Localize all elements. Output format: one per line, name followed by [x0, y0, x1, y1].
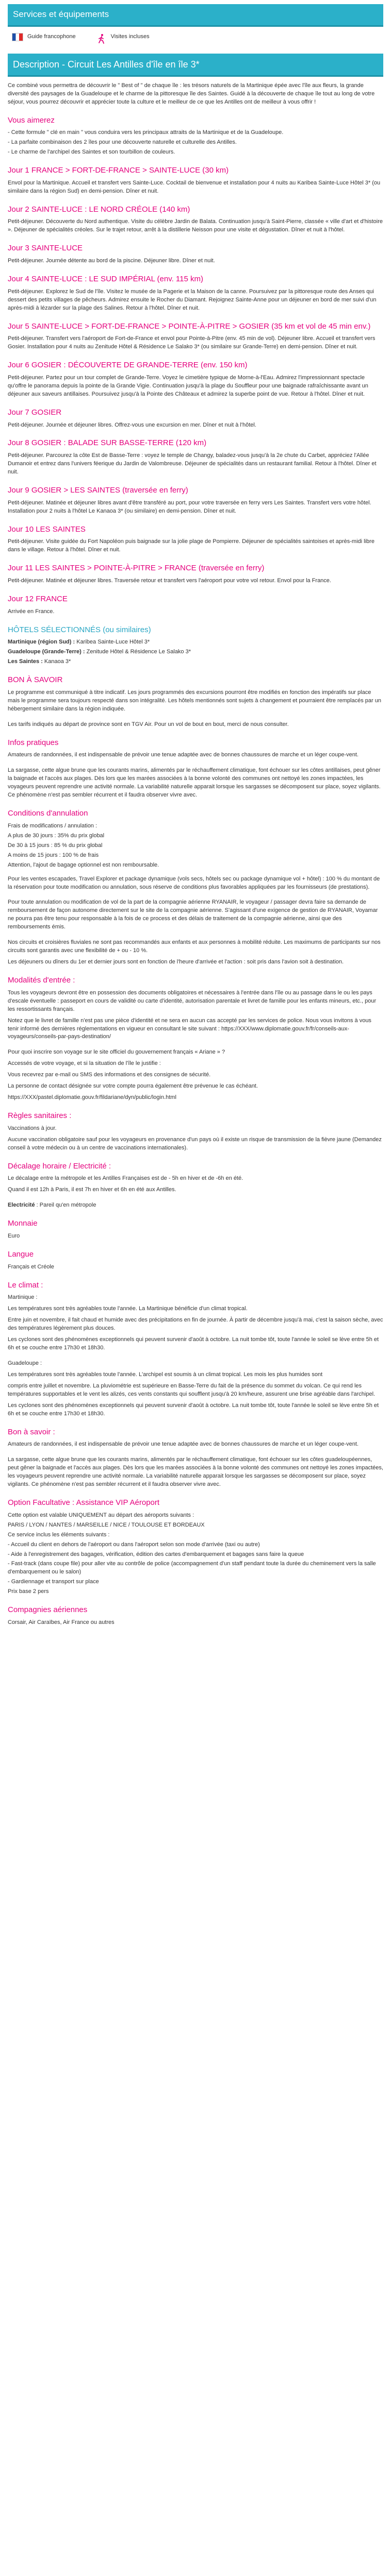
decalage-text: Le décalage entre la métropole et les Antilles Françaises est de - 5h en hiver et de -6h en été.: [8, 1175, 243, 1182]
monnaie-text: Euro: [8, 1232, 20, 1239]
formalites-text: Vous recevrez par e-mail ou SMS des informations et des consignes de sécurité.: [8, 1072, 211, 1078]
page: [8, 0, 383, 1640]
vip-list: Cette option est valable UNIQUEMENT au départ des aéroports suivants : PARIS / LYON / NANTES / MARSEILLE / NICE / TOULOUSE ET BORDEAUX Ce service inclus les éléments suivants : - Accueil du client en dehors de l'aéroport ou dans l'aéroport selon son mode d'arrivée (taxi ou autre) - Aide à l'enregistrement des bagages, vérification, édition des cartes d'embarquement et bagages sans faire la queue - Fast-track (dans coupe file) pour aller vite au contrôle de police (accompagnement d'un staff pendant toute la durée du cheminement vers la salle d'embarquement ou le salon) - Gardiennage et transport sur place Prix base 2 pers: [8, 1512, 376, 1595]
decalage-text: Quand il est 12h à Paris, il est 7h en hiver et 6h en été aux Antilles.: [8, 1187, 176, 1193]
annulation-text: Les déjeuners ou dîners du 1er et dernier jours sont en fonction de l'heure d'arrivée et l'action : soit pris dans l'avion soit à destination.: [8, 959, 344, 965]
aimerez-item: - La parfaite combinaison des 2 îles pour une découverte naturelle et culturelle des Antilles.: [8, 139, 237, 146]
climat-title: Le climat :: [8, 1280, 43, 1290]
annulation-text: Pour les ventes escapades, Travel Explorer et package dynamique (vols secs, hôtels sec ou package dynamique vol + hôtel) : 100 % du montant de la réservation pour toute modification ou annulation, sous réserve de conditions plus favorables appliquées par les fournisseurs (de prestations).: [8, 875, 380, 890]
service-guide-label: Guide francophone: [27, 33, 76, 40]
formalites-title: Modalités d'entrée :: [8, 976, 75, 985]
sanitaires-text: Vaccinations à jour.: [8, 1125, 57, 1131]
day-text: Petit-déjeuner. Matinée et déjeuner libres avant d'être transféré au port, pour votre traversée en ferry vers Les Saintes. Transfert vers votre hôtel. Installation pour 2 nuits à l'hôtel Le Kanaoa 3* (ou similaire) en demi-pension. Dîner et nuit.: [8, 499, 371, 514]
service-visites: [96, 33, 150, 41]
sanitaires-text: Aucune vaccination obligatoire sauf pour les voyageurs en provenance d'un pays où il existe un risque de transmission de la fièvre jaune (Demandez conseil à votre médecin ou à un centre de vaccinations internationales).: [8, 1136, 382, 1151]
climat-text: compris entre juillet et novembre. La pluviométrie est supérieure en Basse-Terre du fait de la présence du sommet du volcan. Ce qui rend les températures supportables et le vent les alizés, ces vents constants qui soufflent jusqu'à 20 km/heure, assurent une brise agréable dans l'archipel.: [8, 1382, 376, 1397]
monnaie-title: Monnaie: [8, 1219, 38, 1228]
hotels-list: [8, 638, 383, 666]
langue-title: Langue: [8, 1249, 34, 1259]
climat-text: Les températures sont très agréables toute l'année. La Martinique bénéficie d'un climat tropical.: [8, 1306, 248, 1312]
aimerez-title: Vous aimerez: [8, 115, 55, 125]
day-title: Jour 7 GOSIER: [8, 408, 62, 417]
langue-text: Français et Créole: [8, 1263, 54, 1270]
compagnies-title: Compagnies aériennes: [8, 1605, 88, 1615]
climat-text: Entre juin et novembre, il fait chaud et humide avec des précipitations en fin de journée. À partir de décembre jusqu'à mai, c'est la saison sèche, avec des températures légèrement plus douces.: [8, 1317, 383, 1332]
description-header: Description - Circuit Les Antilles d'île en île 3*: [8, 54, 383, 77]
day-text: Petit-déjeuner. Transfert vers l'aéroport de Fort-de-France et envol pour Pointe-à-Pitre (env. 45 min de vol). Déjeuner libre. Accueil et transfert vers Gosier. Installation pour 4 nuits au Zenitude Hôtel & Résidence Le Salako 3* (ou similaire sur Grande-Terre) en demi-pension. Dîner et nuit.: [8, 335, 376, 350]
savoir-text: Les tarifs indiqués au départ de province sont en TGV Air. Pour un vol de bout en bout, merci de nous consulter.: [8, 721, 289, 727]
formalites-link[interactable]: https://XXX/pastel.diplomatie.gouv.fr/fildariane/dyn/public/login.html: [8, 1094, 176, 1101]
annulation-title: Conditions d'annulation: [8, 809, 88, 818]
climat-text: Les cyclones sont des phénomènes exceptionnels qui peuvent survenir d'août à octobre. La nuit tombe tôt, toute l'année le soleil se lève entre 5h et 6h et se couche entre 17h30 et 18h30.: [8, 1336, 379, 1351]
day-text: Petit-déjeuner. Visite guidée du Fort Napoléon puis baignade sur la jolie plage de Pompierre. Déjeuner de spécialités saintoises et après-midi libre dans le village. Retour à l'hôtel. Dîner et nuit.: [8, 538, 374, 553]
formalites-text: Accessés de votre voyage, et si la situation de l'île le justifie :: [8, 1060, 161, 1067]
bonasavoir-title: Bon à savoir :: [8, 1427, 55, 1436]
day-title: Jour 12 FRANCE: [8, 594, 68, 603]
formalites-text: Notez que le livret de famille n'est pas une pièce d'identité et ne sera en aucun cas accepté par les services de police. Nous vous invitons à vous tenir informé des dernières réglementations en vigueur en consultant le site suivant : https://XXX/www.diplomatie.gouv.fr/fr/conseils-aux-voyageurs/conseils-par-pays-destination/: [8, 1017, 371, 1040]
day-text: Petit-déjeuner. Journée détente au bord de la piscine. Déjeuner libre. Dîner et nuit.: [8, 258, 215, 264]
aimerez-item: - Cette formule " clé en main " vous conduira vers les principaux attraits de la Martinique et de la Guadeloupe.: [8, 129, 284, 136]
itinerary: [8, 165, 383, 616]
day-title: Jour 8 GOSIER : BALADE SUR BASSE-TERRE (120 km): [8, 438, 207, 448]
sanitaires-title: Règles sanitaires :: [8, 1111, 72, 1121]
savoir-text: Le programme est communiqué à titre indicatif. Les jours programmés des excursions pourront être modifiés en fonction des impératifs sur place mais le programme sera toujours respecté dans son intégralité. Les hôtels mentionnés sont sujets à changement et pourraient être remplacés par un hébergement similaire dans la région indiquée.: [8, 689, 381, 712]
vip-title: Option Facultative : Assistance VIP Aéroport: [8, 1498, 160, 1507]
climat-label: Guadeloupe :: [8, 1360, 42, 1366]
bonasavoir-text: Amateurs de randonnées, il est indispensable de prévoir une tenue adaptée avec de bonnes chaussures de marche et un léger coupe-vent.: [8, 1441, 359, 1448]
day-text: Petit-déjeuner. Journée et déjeuner libres. Offrez-vous une excursion en mer. Dîner et nuit à l'hôtel.: [8, 421, 256, 428]
decalage-title: Décalage horaire / Electricité :: [8, 1161, 111, 1171]
service-visites-label: Visites incluses: [110, 33, 150, 40]
bonasavoir-text: La sargasse, cette algue brune que les courants marins, alimentés par le réchauffement climatique, font échouer sur les côtes guadeloupéennes, peut gêner la baignade et l'accès aux plages. Dès lors que les marées associées à la bonne volonté des communes ont nettoyé les zones impactées, les voyageurs peuvent reprendre une activité normale. La variabilité naturelle apparait lorsque les sargasses se décomposent sur place, soyez vigilants. Ce phénomène n'est pas sembler récurrent et il faudra observer vivre avec.: [8, 1456, 383, 1488]
formalites-text: Pour quoi inscrire son voyage sur le site officiel du gouvernement français « Ariane » ?: [8, 1049, 225, 1056]
day-title: Jour 4 SAINTE-LUCE : LE SUD IMPÉRIAL (env. 115 km): [8, 275, 203, 284]
annulation-text: Pour toute annulation ou modification de vol de la part de la compagnie aérienne RYANAIR, le voyageur / passager devra faire sa demande de remboursement de façon autonome directement sur le site de la compagnie aérienne. S'agissant d'une exigence de gestion de RYANAIR, Voyamar ne pourra pas être tenu pour responsable à la fois de ce process et des délais de traitement de la compagnie aérienne, ainsi que des remboursements émis.: [8, 899, 378, 930]
climat-label: Martinique :: [8, 1294, 38, 1301]
pratiques-title: Infos pratiques: [8, 738, 59, 747]
climat-text: Les cyclones sont des phénomènes exceptionnels qui peuvent survenir d'août à octobre. La nuit tombe tôt, toute l'année le soleil se lève entre 5h et 6h et se couche entre 17h30 et 18h30.: [8, 1402, 379, 1417]
formalites-text: La personne de contact désignée sur votre compte pourra également être prévenue le cas échéant.: [8, 1083, 258, 1090]
day-text: Envol pour la Martinique. Accueil et transfert vers Sainte-Luce. Cocktail de bienvenue et installation pour 4 nuits au Karibea Sainte-Luce Hôtel 3* (ou similaire dans la région Sud) en demi-pension. Dîner et nuit.: [8, 179, 381, 194]
day-title: Jour 11 LES SAINTES > POINTE-À-PITRE > FRANCE (traversée en ferry): [8, 564, 265, 573]
day-title: Jour 10 LES SAINTES: [8, 524, 86, 534]
aimerez-item: - Le charme de l'archipel des Saintes et son tourbillon de couleurs.: [8, 149, 175, 156]
day-text: Petit-déjeuner. Explorez le Sud de l'île. Visitez le musée de la Pagerie et la Maison de la canne. Poursuivez par la pittoresque route des Anses qui dessert des petits villages de pêcheurs. Admirez ensuite le Rocher du Diamant. Rejoignez Sainte-Anne pour un déjeuner en bord de mer suivi d'un après-midi à lézarder sur la plage des Salines. Retour à l'hôtel. Dîner et nuit.: [8, 288, 377, 311]
day-title: Jour 3 SAINTE-LUCE: [8, 244, 83, 253]
hotels-title: HÔTELS SÉLECTIONNÉS (ou similaires): [8, 625, 151, 634]
services-row: [8, 32, 383, 46]
description-intro: Ce combiné vous permettra de découvrir le " Best of " de chaque île : les trésors naturels de la Martinique épée avec l'île aux fleurs, la grande diversité des paysages de la Guadeloupe et le charme de la pittoresque île des Saintes. Guidé à la découverte de chaque île tout au long de votre séjour, vous pourrez découvrir et apprécier toute la culture et le meilleur de ce que les Antilles ont de meilleur à vous offrir !: [8, 82, 375, 105]
services-header: Services et équipements: [8, 4, 383, 27]
day-title: Jour 5 SAINTE-LUCE > FORT-DE-FRANCE > POINTE-À-PITRE > GOSIER (35 km et vol de 45 min env.): [8, 321, 371, 331]
annulation-list: Frais de modifications / annulation : A plus de 30 jours : 35% du prix global De 30 à 15 jours : 85 % du prix global A moins de 15 jours : 100 % de frais Attention, l'ajout de bagage optionnel est non remboursable.: [8, 822, 159, 868]
hotel-item: Guadeloupe (Grande-Terre) : Zenitude Hôtel & Résidence Le Salako 3*: [8, 649, 191, 655]
pratiques-text: Amateurs de randonnées, il est indispensable de prévoir une tenue adaptée avec de bonnes chaussures de marche et un léger coupe-vent.: [8, 752, 359, 758]
flag-icon: [12, 33, 23, 41]
service-guide: [12, 33, 76, 41]
climat-text: Les températures sont très agréables toute l'année. L'archipel est soumis à un climat tropical. Les mois les plus humides sont: [8, 1371, 323, 1378]
compagnies-text: Corsair, Air Caraïbes, Air France ou autres: [8, 1619, 115, 1625]
day-text: Petit-déjeuner. Matinée et déjeuner libres. Traversée retour et transfert vers l'aéroport pour votre vol retour. Envol pour la France.: [8, 578, 331, 584]
day-text: Petit-déjeuner. Parcourez la côte Est de Basse-Terre : voyez le temple de Changy, baladez-vous jusqu'à la 2e chute du Carbet, appréciez l'Allée Dumanoir et entrez dans l'univers féerique du Jardin de Valombreuse. Déjeuner de spécialités dans un restaurant familial. Retour à l'hôtel. Dîner et nuit.: [8, 452, 377, 476]
pratiques-text: La sargasse, cette algue brune que les courants marins, alimentés par le réchauffement climatique, font échouer sur les côtes antillaises, peut gêner la baignade et l'accès aux plages. Dès lors que les marées associées à la bonne volonté des communes ont nettoyé les zones impactées, les voyageurs peuvent reprendre une activité normale. La variabilité naturelle apparait lorsque les sargasses se décomposent sur place, soyez vigilants. Ce phénomène n'est pas sembler récurrent et il faudra observer vivre avec.: [8, 767, 381, 799]
day-title: Jour 9 GOSIER > LES SAINTES (traversée en ferry): [8, 486, 188, 495]
day-title: Jour 6 GOSIER : DÉCOUVERTE DE GRANDE-TERRE (env. 150 km): [8, 361, 248, 370]
day-title: Jour 1 FRANCE > FORT-DE-FRANCE > SAINTE-LUCE (30 km): [8, 166, 229, 175]
electricite-text: Electricité : Pareil qu'en métropole: [8, 1202, 96, 1209]
formalites-text: Tous les voyageurs devront être en possession des documents obligatoires et nécessaires à l'entrée dans l'île ou au passage dans le ou les pays d'escale éventuelle : passeport en cours de validité ou carte d'identité, autorisation parentale et livret de famille pour les enfants mineurs, etc., pour les ressortissants français.: [8, 989, 377, 1012]
aimerez-list: [8, 129, 383, 157]
savoir-title: BON À SAVOIR: [8, 675, 63, 685]
hotel-item: Les Saintes : Kanaoa 3*: [8, 658, 71, 665]
day-title: Jour 2 SAINTE-LUCE : LE NORD CRÉOLE (140 km): [8, 205, 190, 214]
hotel-item: Martinique (région Sud) : Karibea Sainte-Luce Hôtel 3*: [8, 639, 150, 646]
day-text: Petit-déjeuner. Partez pour un tour complet de Grande-Terre. Voyez le cimetière typique de Morne-à-l'Eau. Admirez l'impressionnant spectacle qu'offre le panorama depuis la pointe de la Grande Vigie. Continuation jusqu'à la plage du Souffleur pour une baignade rafraîchissante avant un déjeuner aux saveurs antillaises. Poursuivez jusqu'à la Pointe des Châteaux et admirez la superbe point de vue. Retour à l'hôtel. Dîner et nuit.: [8, 374, 368, 397]
day-text: Arrivée en France.: [8, 608, 55, 615]
day-text: Petit-déjeuner. Découverte du Nord authentique. Visite du célèbre Jardin de Balata. Continuation jusqu'à Saint-Pierre, classée « ville d'art et d'histoire ». Déjeuner de spécialités créoles. Sur le trajet retour, arrêt à la distillerie Neisson pour une visite et dégustation. Dîner et nuit à l'hôtel.: [8, 218, 383, 233]
walking-icon: [96, 33, 107, 41]
annulation-text: Nos circuits et croisières fluviales ne sont pas recommandés aux enfants et aux personnes à mobilité réduite. Les maximums de participants sur nos circuits sont garantis avec une flexibilité de + ou - 10 %.: [8, 939, 381, 954]
